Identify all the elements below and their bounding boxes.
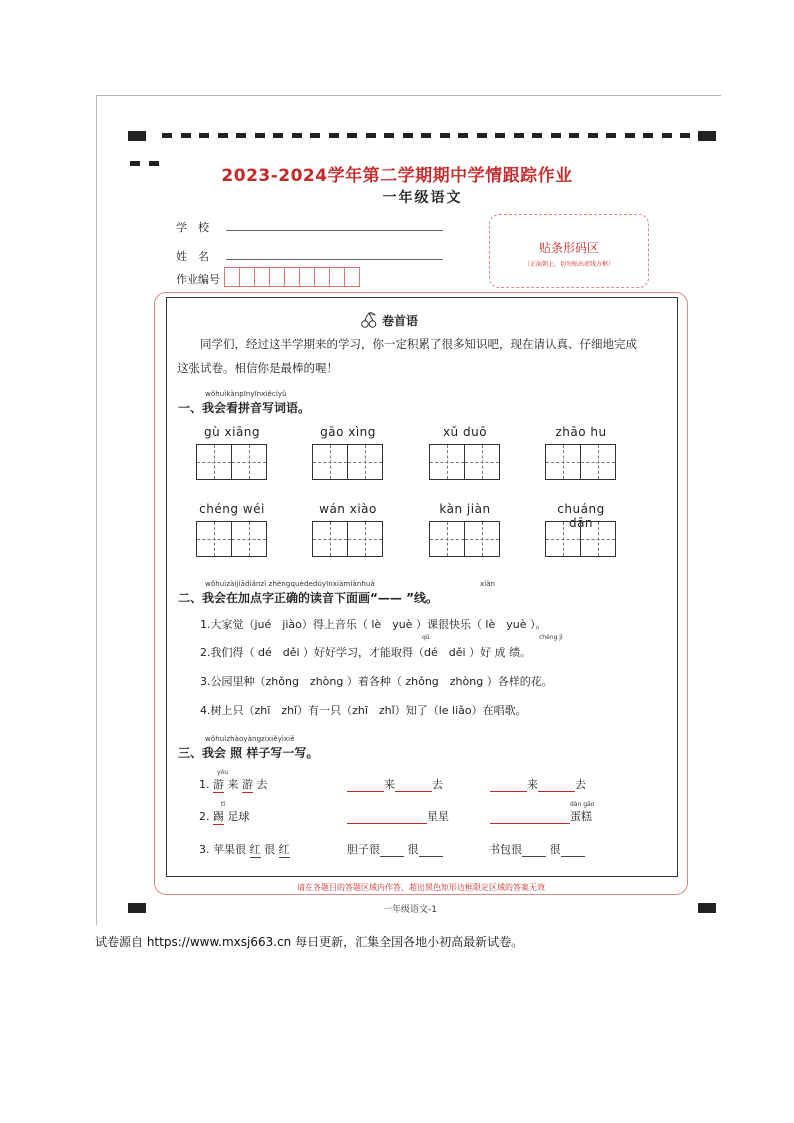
alignment-dash (569, 133, 579, 138)
alignment-dash (347, 133, 357, 138)
example-word-hong: 红 (278, 843, 290, 856)
alignment-dash (273, 133, 283, 138)
tian-grid[interactable] (196, 521, 268, 557)
section3-heading: 三、我会 照 样子写一写。 (178, 746, 319, 760)
ruby-you: yóu (217, 769, 229, 776)
tian-grid[interactable] (545, 444, 617, 480)
alignment-dash (458, 133, 468, 138)
alignment-dash (310, 133, 320, 138)
exam-title: 2023-2024学年第二学期期中学情跟踪作业 (221, 166, 573, 186)
preface-line-1: 同学们，经过这半学期来的学习，你一定积累了很多知识吧，现在请认真、仔细地完成 (200, 337, 637, 351)
preface-line-2: 这张试卷。相信你是最棒的喔！ (177, 361, 338, 375)
alignment-dash (421, 133, 431, 138)
word-pinyin: gāo xìng (320, 425, 376, 439)
example-1: 1. 游 来 游 去 (199, 778, 268, 791)
alignment-dash (606, 133, 616, 138)
example-3: 3. 苹果很 红 很 红 (199, 843, 290, 856)
alignment-mark-row (128, 131, 716, 140)
tian-grid[interactable] (429, 444, 501, 480)
id-digit-box[interactable] (314, 267, 330, 287)
word-pinyin: zhāo hu (555, 425, 607, 439)
alignment-dash (218, 133, 228, 138)
alignment-dash (366, 133, 376, 138)
example-word-ti: 踢 (213, 810, 224, 823)
page-number: 一年级语文-1 (383, 905, 437, 915)
tian-grid[interactable] (545, 521, 617, 557)
tian-grid[interactable] (312, 521, 384, 557)
question-2-1: 1.大家觉（jué jiào）得上音乐（ lè yuè ）课很快乐（ lè yuè ）。 (200, 618, 547, 631)
exercise-1-blank-a[interactable]: 来 去 (347, 776, 443, 792)
section1-pinyin: wǒhuìkànpīnyīnxiěcíyǔ (205, 390, 287, 398)
exercise-1-blank-b[interactable]: 来 去 (490, 776, 586, 792)
tian-grid[interactable] (429, 521, 501, 557)
alignment-dash (588, 133, 598, 138)
word-pinyin: chéng wéi (199, 502, 265, 516)
exercise-2-blank-a[interactable]: 星星 (347, 808, 449, 824)
example-word-you: 游 (213, 778, 224, 791)
alignment-dash (255, 133, 265, 138)
id-number-boxes[interactable] (225, 267, 360, 287)
tian-grid[interactable] (312, 444, 384, 480)
alignment-dash (643, 133, 653, 138)
word-item (429, 502, 501, 557)
alignment-dash (236, 133, 246, 138)
word-item (196, 502, 268, 557)
tian-grid[interactable] (196, 444, 268, 480)
question-2-2: 2.我们得（ dé děi ）好好学习，才能取得（dé děi ）好 成 绩。 (200, 646, 532, 659)
section3-pinyin: wǒhuìzhàoyàngzixiěyìxiě (205, 735, 295, 743)
word-item (312, 502, 384, 557)
answer-area-warning: 请在各题目的答题区域内作答，超出黑色矩形边框限定区域的答案无效 (297, 883, 545, 892)
section2-heading: 二、我会在加点字正确的读音下面画“—— ”线。 (178, 591, 438, 605)
corner-mark-top-left (128, 131, 146, 141)
name-label: 姓 名 (176, 250, 209, 263)
exam-subtitle: 一年级语文 (382, 190, 463, 206)
ruby-dangao: dàn gāo (570, 801, 595, 808)
exercise-3-blank-b[interactable]: 书包很 很 (489, 841, 585, 857)
id-digit-box[interactable] (299, 267, 315, 287)
alignment-dash (384, 133, 394, 138)
example-word-hong: 红 (249, 843, 261, 856)
word-pinyin: chuáng dān (557, 502, 605, 530)
alignment-dash (551, 133, 561, 138)
example-2: 2. 踢 足球 (199, 810, 250, 823)
alignment-dash (625, 133, 635, 138)
alignment-dash (477, 133, 487, 138)
id-digit-box[interactable] (239, 267, 255, 287)
id-digit-box[interactable] (254, 267, 270, 287)
exercise-3-blank-a[interactable]: 胆子很 很 (347, 841, 443, 857)
source-line: 试卷源自 https://www.mxsj663.cn 每日更新，汇集全国各地小初高最新试卷。 (95, 935, 524, 949)
alignment-mark-row-2 (130, 151, 168, 157)
name-field[interactable] (226, 259, 443, 260)
cherry-icon (360, 311, 378, 329)
alignment-dash (292, 133, 302, 138)
page-border-left (96, 95, 97, 925)
question-2-3: 3.公园里种（zhǒng zhòng ）着各种（ zhǒng zhòng ）各样的花。 (200, 675, 553, 688)
alignment-dash (680, 133, 690, 138)
alignment-dash (440, 133, 450, 138)
id-digit-box[interactable] (329, 267, 345, 287)
id-label: 作业编号 (176, 273, 220, 286)
word-pinyin: wán xiào (319, 502, 377, 516)
alignment-dash (662, 133, 672, 138)
word-item (196, 425, 268, 480)
word-item (545, 502, 617, 557)
preface-heading (360, 311, 418, 329)
word-item (312, 425, 384, 480)
alignment-dash (532, 133, 542, 138)
alignment-dash (181, 133, 191, 138)
corner-mark-top-right (698, 131, 716, 141)
section2-pinyin-xian: xiàn (480, 580, 496, 588)
barcode-title: 贴条形码区 (538, 241, 599, 255)
section2-pinyin: wǒhuìzàijiādiǎnzì zhèngquèdedúyīnxiàmiànhuà (205, 580, 375, 588)
barcode-note: （正面朝上，切勿贴出虚线方框） (523, 261, 614, 268)
id-digit-box[interactable] (224, 267, 240, 287)
id-digit-box[interactable] (284, 267, 300, 287)
ruby-ti: tī (221, 801, 226, 808)
barcode-area (489, 214, 649, 288)
alignment-dash (495, 133, 505, 138)
word-item (545, 425, 617, 480)
id-digit-box[interactable] (269, 267, 285, 287)
exercise-2-blank-b[interactable]: 蛋糕 (490, 808, 592, 824)
preface-title: 卷首语 (382, 313, 419, 328)
word-item (429, 425, 501, 480)
alignment-dash (403, 133, 413, 138)
word-pinyin: gù xiāng (203, 425, 261, 439)
example-word-you: 游 (242, 778, 253, 791)
ruby-qu: qǔ (422, 634, 430, 641)
alignment-dash (162, 133, 172, 138)
alignment-dash (514, 133, 524, 138)
section1-heading: 一、我会看拼音写词语。 (178, 401, 311, 415)
id-digit-box[interactable] (344, 267, 360, 287)
school-field[interactable] (226, 230, 443, 231)
alignment-dash (199, 133, 209, 138)
word-pinyin: xǔ duō (442, 425, 488, 439)
page-border-top (96, 95, 721, 96)
alignment-dash (329, 133, 339, 138)
school-label: 学 校 (176, 221, 209, 234)
ruby-chengji: chéng jì (539, 634, 563, 641)
question-2-4: 4.树上只（zhī zhǐ）有一只（zhī zhǐ）知了（le liǎo）在唱歌。 (200, 704, 527, 717)
word-pinyin: kàn jiàn (439, 502, 491, 516)
